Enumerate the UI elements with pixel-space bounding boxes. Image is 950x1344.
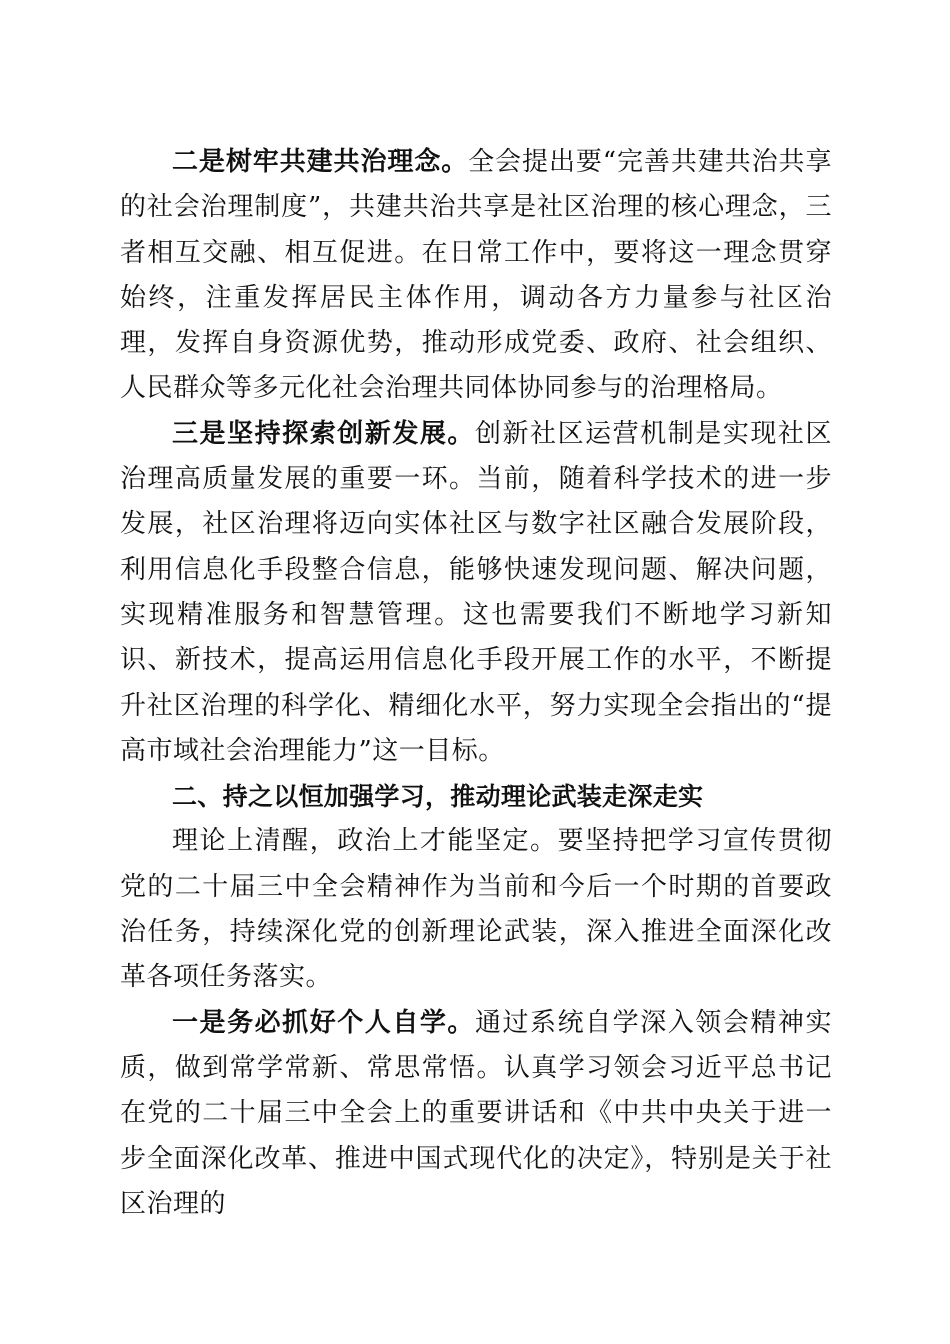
paragraph-lead: 二是树牢共建共治理念。 [172,147,469,177]
paragraph-lead: 三是坚持探索创新发展。 [172,418,475,449]
paragraph-body: 全会提出要“完善共建共治共享的社会治理制度”，共建共治共享是社区治理的核心理念，三者相互交融、相互促进。在日常工作中，要将这一理念贯穿始终，注重发挥居民主体作用，调动各方力量参与社区治理，发挥自身资源优势，推动形成党委、政府、社会组织、人民群众等多元化社会治理共同体协同参与的治理格局。 [120,147,832,404]
document-page [120,140,832,1227]
paragraph-shared-governance [120,140,832,412]
paragraph-intro: 理论上清醒，政治上才能坚定。要坚持把学习宣传贯彻党的二十届三中全会精神作为当前和今后一个时期的首要政治任务，持续深化党的创新理论武装，深入推进全面深化改革各项任务落实。 [120,826,832,993]
paragraph-body: 创新社区运营机制是实现社区治理高质量发展的重要一环。当前，随着科学技术的进一步发展，社区治理将迈向实体社区与数字社区融合发展阶段，利用信息化手段整合信息，能够快速发现问题、解决问题，实现精准服务和智慧管理。这也需要我们不断地学习新知识、新技术，提高运用信息化手段开展工作的水平，不断提升社区治理的科学化、精细化水平，努力实现全会指出的“提高市域社会治理能力”这一目标。 [120,418,832,766]
paragraph-self-study [120,1001,832,1227]
paragraph-body: 通过系统自学深入领会精神实质，做到常学常新、常思常悟。认真学习领会习近平总书记在党的二十届三中全会上的重要讲话和《中共中央关于进一步全面深化改革、推进中国式现代化的决定》，特别是关于社区治理的 [120,1007,832,1219]
section-heading: 二、持之以恒加强学习，推动理论武装走深走实 [172,782,704,812]
paragraph-lead: 一是务必抓好个人自学。 [172,1007,475,1038]
paragraph-innovation [120,412,832,774]
